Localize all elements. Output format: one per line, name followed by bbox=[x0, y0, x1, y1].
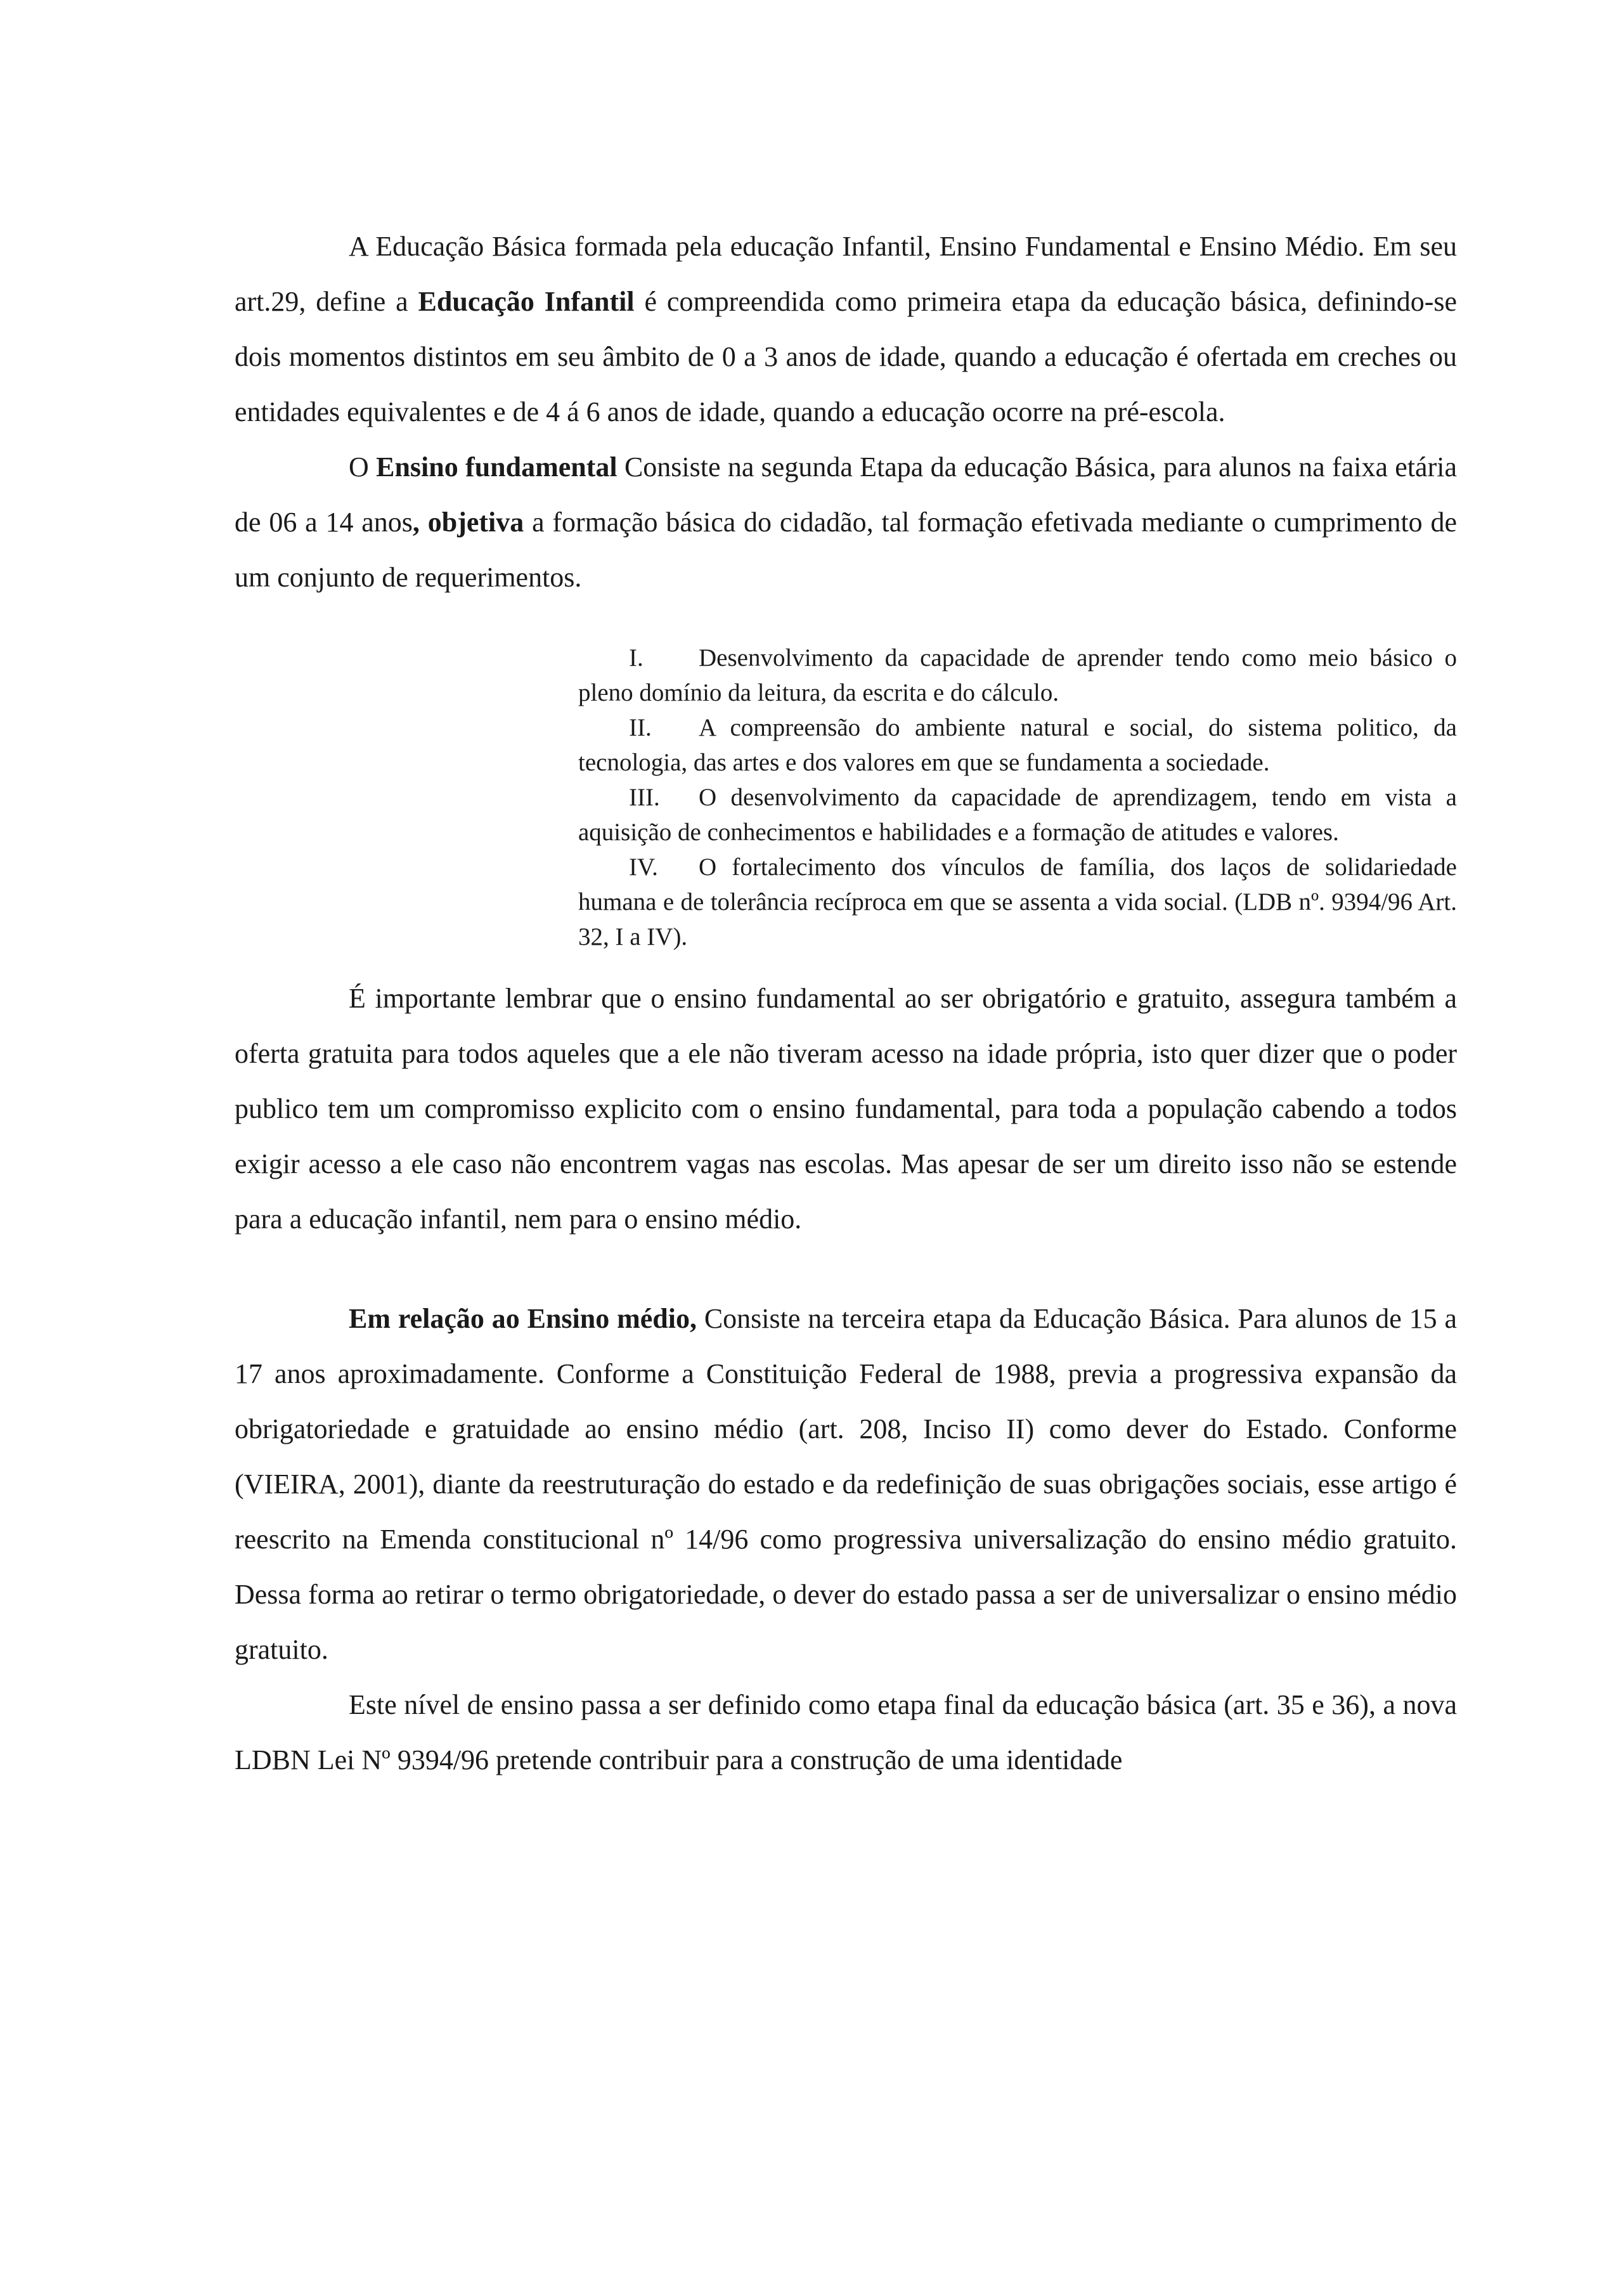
paragraph-importante-lembrar: É importante lembrar que o ensino fundamental ao ser obrigatório e gratuito, assegura também a oferta gratuita para todos aqueles que a ele não tiveram acesso na idade própria, isto quer dizer que o poder publico tem um compromisso explicito com o ensino fundamental, para toda a população cabendo a todos exigir acesso a ele caso não encontrem vagas nas escolas. Mas apesar de ser um direito isso não se estende para a educação infantil, nem para o ensino médio. bbox=[235, 983, 1457, 1235]
requirements-list bbox=[578, 640, 1457, 954]
list-item-text: O fortalecimento dos vínculos de família, dos laços de solidariedade humana e de tolerância recíproca em que se assenta a vida social. (LDB nº. 9394/96 Art. 32, I a IV). bbox=[578, 853, 1457, 950]
list-item-number: IV. bbox=[629, 853, 658, 881]
paragraph-nivel-de-ensino: Este nível de ensino passa a ser definido como etapa final da educação básica (art. 35 e 36), a nova LDBN Lei Nº 9394/96 pretende contribuir para a construção de uma identidade bbox=[235, 1689, 1457, 1775]
bold-term-educacao-infantil: Educação Infantil bbox=[418, 286, 635, 317]
document-page bbox=[235, 219, 1457, 1787]
list-item bbox=[578, 640, 1457, 710]
paragraph-text: Consiste na segunda Etapa da educação Básica, para alunos na faixa etária de 06 a 14 anos bbox=[235, 451, 1457, 538]
bold-term-objetiva: , objetiva bbox=[412, 507, 524, 538]
paragraph-ensino-fundamental bbox=[235, 439, 1457, 605]
list-item bbox=[578, 780, 1457, 850]
list-item-number: I. bbox=[629, 644, 643, 671]
paragraph-educacao-basica bbox=[235, 219, 1457, 439]
paragraph-text: O bbox=[349, 451, 377, 483]
list-item bbox=[578, 850, 1457, 954]
paragraph-text: é compreendida como primeira etapa da educação básica, definindo-se dois momentos distintos em seu âmbito de 0 a 3 anos de idade, quando a educação é ofertada em creches ou entidades equivalentes e de 4 á 6 anos de idade, quando a educação ocorre na pré-escola. bbox=[235, 286, 1458, 427]
list-item-number: III. bbox=[629, 784, 660, 811]
list-item-text: A compreensão do ambiente natural e social, do sistema politico, da tecnologia, das artes e dos valores em que se fundamenta a sociedade. bbox=[578, 714, 1457, 776]
list-item bbox=[578, 710, 1457, 780]
list-item-number: II. bbox=[629, 714, 652, 741]
list-item-text: Desenvolvimento da capacidade de aprender tendo como meio básico o pleno domínio da leitura, da escrita e do cálculo. bbox=[578, 644, 1457, 706]
paragraph-text: a formação básica do cidadão, tal formação efetivada mediante o cumprimento de um conjunto de requerimentos. bbox=[235, 507, 1458, 593]
bold-term-ensino-fundamental: Ensino fundamental bbox=[376, 451, 618, 483]
list-item-text: O desenvolvimento da capacidade de aprendizagem, tendo em vista a aquisição de conhecimentos e habilidades e a formação de atitudes e valores. bbox=[578, 784, 1457, 846]
paragraph-ensino-medio bbox=[235, 1291, 1457, 1677]
bold-term-ensino-medio: Em relação ao Ensino médio, bbox=[349, 1303, 697, 1334]
paragraph-text: Consiste na terceira etapa da Educação Básica. Para alunos de 15 a 17 anos aproximadamente. Conforme a Constituição Federal de 1988, previa a progressiva expansão da obrigatoriedade e gratuidade ao ensino médio (art. 208, Inciso II) como dever do Estado. Conforme (VIEIRA, 2001), diante da reestruturação do estado e da redefinição de suas obrigações sociais, esse artigo é reescrito na Emenda constitucional nº 14/96 como progressiva universalização do ensino médio gratuito. Dessa forma ao retirar o termo obrigatoriedade, o dever do estado passa a ser de universalizar o ensino médio gratuito. bbox=[235, 1303, 1457, 1665]
paragraph-text: A Educação Básica formada pela educação Infantil, Ensino Fundamental e Ensino Médio. Em seu art.29, define a bbox=[235, 231, 1457, 317]
